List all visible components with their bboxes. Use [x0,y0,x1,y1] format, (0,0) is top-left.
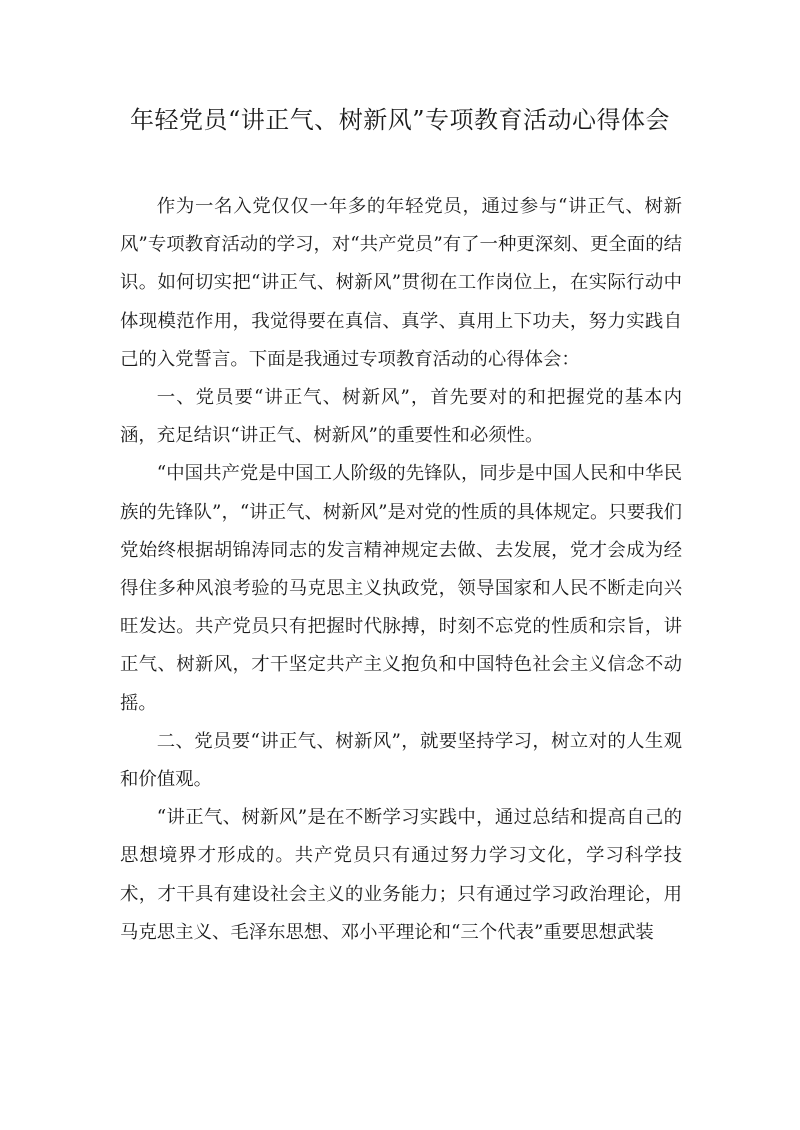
document-title: 年轻党员“讲正气、树新风”专项教育活动心得体会 [129,106,671,134]
paragraph-section-one-body: “中国共产党是中国工人阶级的先锋队，同步是中国人民和中华民族的先锋队”，“讲正气、树新风”是对党的性质的具体规定。只要我们党始终根据胡锦涛同志的发言精神规定去做、去发展，党才会成为经得住多种风浪考验的马克思主义执政党，领导国家和人民不断走向兴旺发达。共产党员只有把握时代脉搏，时刻不忘党的性质和宗旨，讲正气、树新风，才干坚定共产主义抱负和中国特色社会主义信念不动摇。 [120,463,682,714]
paragraph-section-two-heading: 二、党员要“讲正气、树新风”，就要坚持学习，树立对的人生观和价值观。 [120,730,682,791]
paragraph-section-one-heading: 一、党员要“讲正气、树新风”，首先要对的和把握党的基本内涵，充足结识“讲正气、树新风”的重要性和必须性。 [120,387,682,447]
paragraph-intro: 作为一名入党仅仅一年多的年轻党员，通过参与“讲正气、树新风”专项教育活动的学习，对“共产党员”有了一种更深刻、更全面的结识。如何切实把“讲正气、树新风”贯彻在工作岗位上，在实际行动中体现模范作用，我觉得要在真信、真学、真用上下功夫，努力实践自己的入党誓言。下面是我通过专项教育活动的心得体会： [120,196,682,370]
document-body [120,188,682,952]
paragraph-section-two-body: “讲正气、树新风”是在不断学习实践中，通过总结和提高自己的思想境界才形成的。共产党员只有通过努力学习文化，学习科学技术，才干具有建设社会主义的业务能力；只有通过学习政治理论，用马克思主义、毛泽东思想、邓小平理论和“三个代表”重要思想武装 [120,807,682,943]
